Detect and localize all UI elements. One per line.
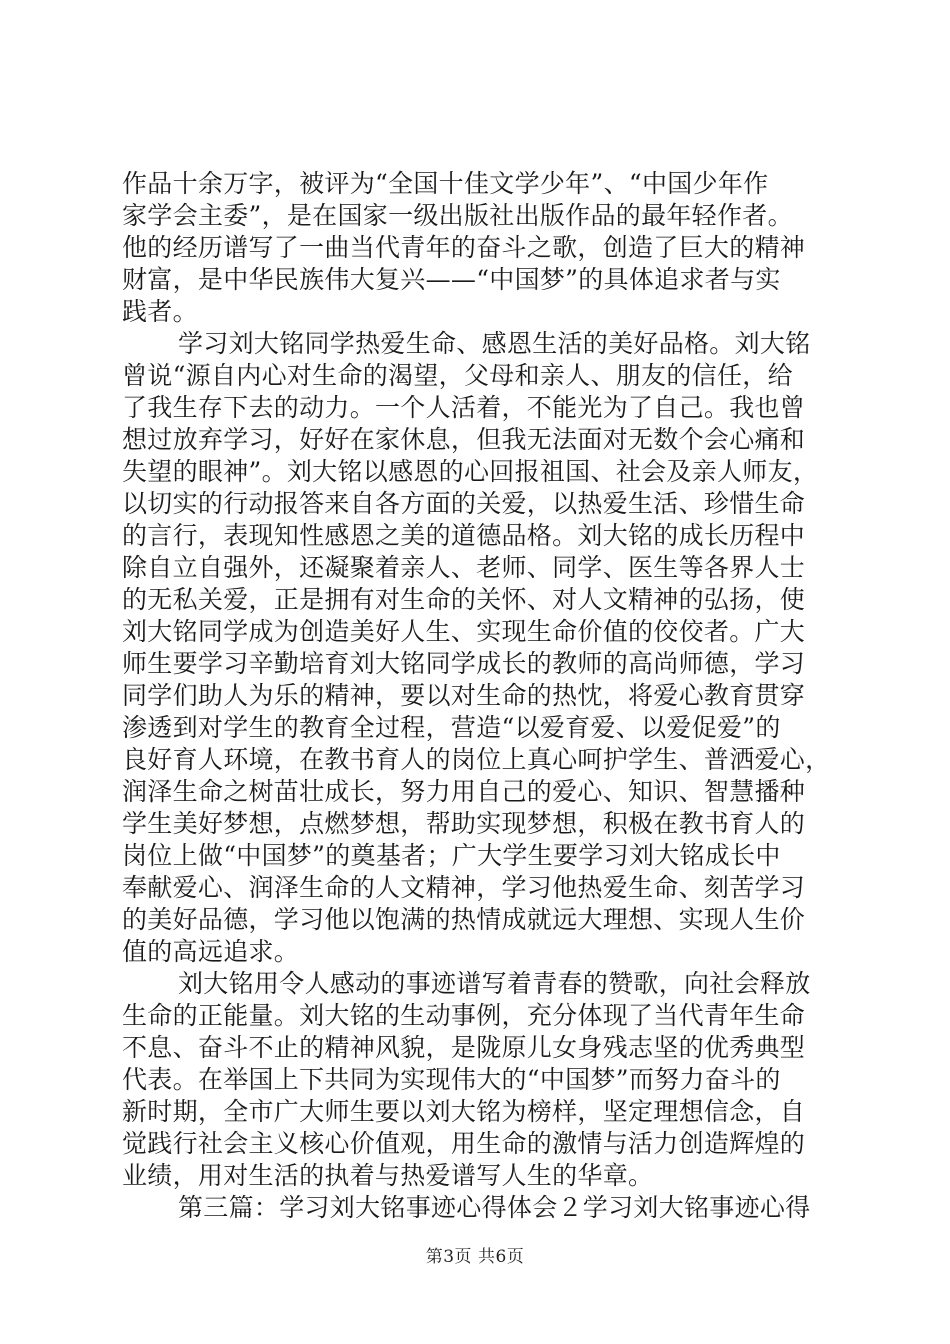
text-line: 的美好品德，学习他以饱满的热情成就远大理想、实现人生价 — [122, 905, 806, 934]
text-line: 以切实的行动报答来自各方面的关爱，以热爱生活、珍惜生命 — [122, 489, 806, 518]
section-heading-line: 第三篇：学习刘大铭事迹心得体会２学习刘大铭事迹心得 — [178, 1193, 811, 1222]
text-line: 践者。 — [122, 297, 198, 326]
text-line: 觉践行社会主义核心价值观，用生命的激情与活力创造辉煌的 — [122, 1129, 806, 1158]
text-line: 值的高远追求。 — [122, 937, 300, 966]
text-line: 作品十余万字，被评为“全国十佳文学少年”、“中国少年作 — [122, 169, 769, 198]
page-footer: 第3页 共6页 — [425, 1247, 525, 1267]
text-line: 失望的眼神”。刘大铭以感恩的心回报祖国、社会及亲人师友， — [122, 457, 819, 486]
text-line: 代表。在举国上下共同为实现伟大的“中国梦”而努力奋斗的 — [122, 1065, 781, 1094]
text-line: 刘大铭同学成为创造美好人生、实现生命价值的佼佼者。广大 — [122, 617, 806, 646]
text-line: 财富，是中华民族伟大复兴——“中国梦”的具体追求者与实 — [122, 265, 781, 294]
text-line: 岗位上做“中国梦”的奠基者；广大学生要学习刘大铭成长中 — [122, 841, 781, 870]
text-line: 想过放弃学习，好好在家休息，但我无法面对无数个会心痛和 — [122, 425, 806, 454]
text-line: 润泽生命之树苗壮成长，努力用自己的爱心、知识、智慧播种 — [122, 777, 806, 806]
text-line: 曾说“源自内心对生命的渴望，父母和亲人、朋友的信任，给 — [122, 361, 793, 390]
text-line: 学生美好梦想，点燃梦想，帮助实现梦想，积极在教书育人的 — [122, 809, 806, 838]
text-line: 他的经历谱写了一曲当代青年的奋斗之歌，创造了巨大的精神 — [122, 233, 806, 262]
text-line: 渗透到对学生的教育全过程，营造“以爱育爱、以爱促爱”的 — [122, 713, 781, 742]
text-line: 新时期，全市广大师生要以刘大铭为榜样，坚定理想信念，自 — [122, 1097, 806, 1126]
text-line: 了我生存下去的动力。一个人活着，不能光为了自己。我也曾 — [122, 393, 806, 422]
text-line: 的无私关爱，正是拥有对生命的关怀、对人文精神的弘扬，使 — [122, 585, 806, 614]
text-line: 的言行，表现知性感恩之美的道德品格。刘大铭的成长历程中 — [122, 521, 806, 550]
paragraph-start-line: 刘大铭用令人感动的事迹谱写着青春的赞歌，向社会释放 — [178, 969, 811, 998]
text-line: 生命的正能量。刘大铭的生动事例，充分体现了当代青年生命 — [122, 1001, 806, 1030]
text-line: 师生要学习辛勤培育刘大铭同学成长的教师的高尚师德，学习 — [122, 649, 806, 678]
text-line: 除自立自强外，还凝聚着亲人、老师、同学、医生等各界人士 — [122, 553, 806, 582]
text-line: 奉献爱心、润泽生命的人文精神，学习他热爱生命、刻苦学习 — [122, 873, 806, 902]
text-line: 业绩，用对生活的执着与热爱谱写人生的华章。 — [122, 1161, 654, 1190]
document-body — [122, 168, 842, 1224]
text-line: 同学们助人为乐的精神，要以对生命的热忱，将爱心教育贯穿 — [122, 681, 806, 710]
paragraph-start-line: 学习刘大铭同学热爱生命、感恩生活的美好品格。刘大铭 — [178, 329, 811, 358]
text-line: 不息、奋斗不止的精神风貌，是陇原儿女身残志坚的优秀典型 — [122, 1033, 806, 1062]
text-line: 家学会主委”，是在国家一级出版社出版作品的最年轻作者。 — [122, 201, 793, 230]
text-line: 良好育人环境，在教书育人的岗位上真心呵护学生、普洒爱心， — [122, 745, 831, 774]
